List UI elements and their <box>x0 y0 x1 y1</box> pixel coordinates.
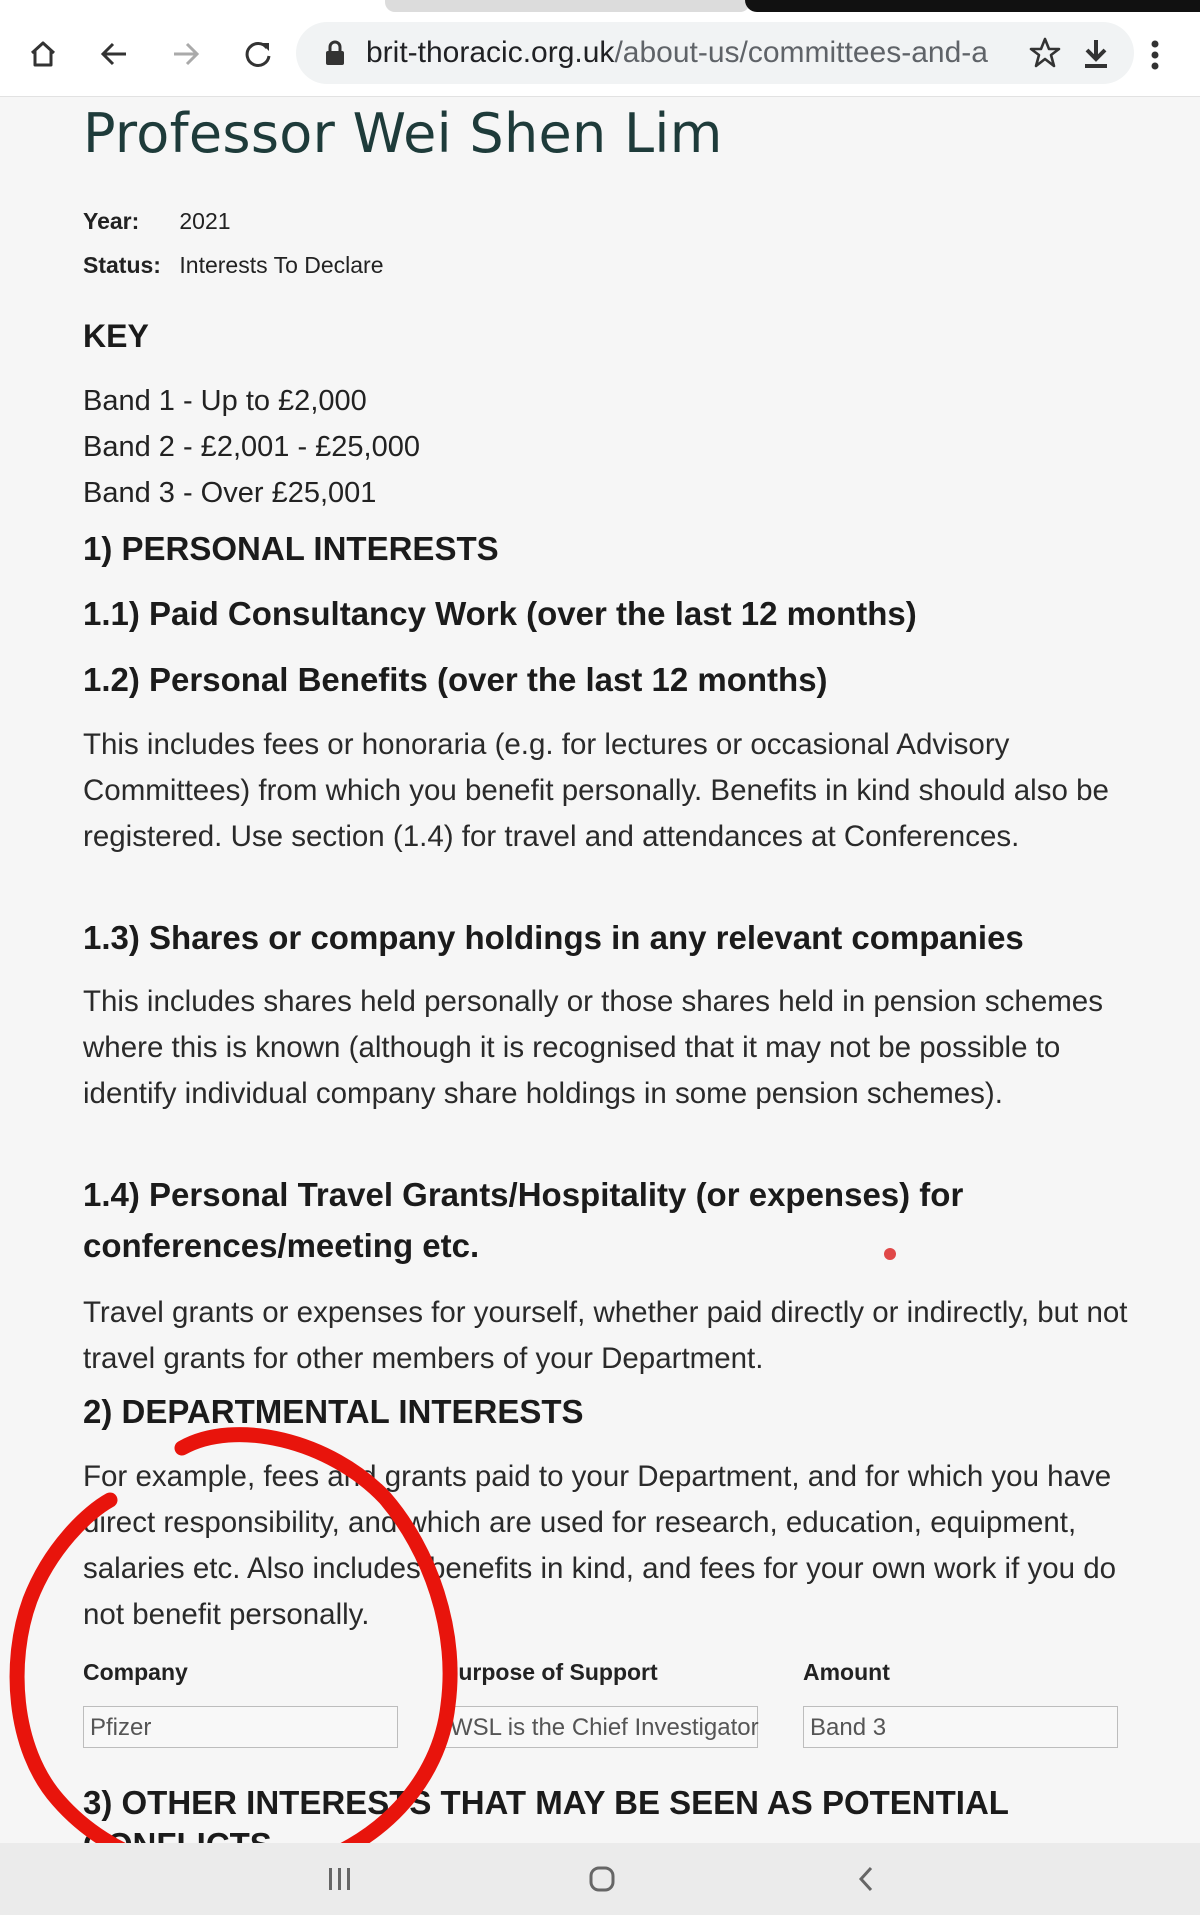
system-nav-bar <box>0 1843 1200 1915</box>
section-1-2-heading: 1.2) Personal Benefits (over the last 12 months) <box>83 661 828 698</box>
company-field[interactable]: Pfizer <box>83 1706 398 1748</box>
purpose-field[interactable]: WSL is the Chief Investigator <box>443 1706 758 1748</box>
star-icon[interactable] <box>1028 36 1062 75</box>
section-other-interests-line1: 3) OTHER INTERESTS THAT MAY BE SEEN AS POTENTIAL <box>83 1784 1009 1821</box>
forward-icon[interactable] <box>160 28 212 80</box>
red-dot-mark <box>884 1248 896 1260</box>
status-label: Status: <box>83 252 161 278</box>
section-1-3-heading: 1.3) Shares or company holdings in any relevant companies <box>83 919 1024 956</box>
section-1-4-heading-line1: 1.4) Personal Travel Grants/Hospitality (or expenses) for <box>83 1176 964 1213</box>
browser-tab[interactable] <box>385 0 750 12</box>
year-value: 2021 <box>179 208 231 234</box>
back-chevron-icon[interactable] <box>836 1859 896 1899</box>
key-heading: KEY <box>83 318 149 354</box>
band-item: Band 3 - Over £25,001 <box>83 477 377 509</box>
section-2-text: For example, fees and grants paid to your Department, and for which you have direct responsibility, and which are used for research, education, equipment, salaries etc. Also includes benefits in kind, and fees for your own work if you do not benefit personally. <box>83 1460 1117 1631</box>
browser-tab-active[interactable] <box>745 0 1200 12</box>
year-row <box>83 208 231 235</box>
home-icon[interactable] <box>17 28 69 80</box>
status-value: Interests To Declare <box>179 252 384 278</box>
section-personal-interests: 1) PERSONAL INTERESTS <box>83 530 499 567</box>
back-icon[interactable] <box>88 28 140 80</box>
year-label: Year: <box>83 208 140 234</box>
section-1-4-text: Travel grants or expenses for yourself, whether paid directly or indirectly, but not travel grants for other members of your Department. <box>83 1296 1128 1375</box>
section-departmental-interests: 2) DEPARTMENTAL INTERESTS <box>83 1393 584 1430</box>
home-circle-icon[interactable] <box>572 1859 632 1899</box>
download-icon[interactable] <box>1082 38 1110 75</box>
browser-toolbar <box>0 12 1200 97</box>
col-header-purpose: Purpose of Support <box>443 1659 658 1685</box>
url-text[interactable]: brit-thoracic.org.uk/about-us/committees-and-a <box>366 36 988 69</box>
recent-apps-icon[interactable] <box>310 1859 370 1899</box>
status-row <box>83 252 384 279</box>
more-icon[interactable] <box>1150 40 1160 75</box>
status-strip <box>0 0 1200 12</box>
address-bar[interactable] <box>296 22 1134 84</box>
section-other-interests-line2 <box>83 1826 272 1844</box>
section-1-2-text: This includes fees or honoraria (e.g. for lectures or occasional Advisory Committees) from which you benefit personally. Benefits in kind should also be registered. Use section (1.4) for travel and attendances at Conferences. <box>83 728 1109 853</box>
page-title: Professor Wei Shen Lim <box>83 102 723 165</box>
col-header-amount: Amount <box>803 1659 890 1685</box>
band-item: Band 2 - £2,001 - £25,000 <box>83 431 420 463</box>
section-1-3-text: This includes shares held personally or those shares held in pension schemes where this is known (although it is recognised that it may not be possible to identify individual company share holdings in some pension schemes). <box>83 985 1103 1110</box>
section-1-1-heading: 1.1) Paid Consultancy Work (over the last 12 months) <box>83 595 917 632</box>
col-header-company: Company <box>83 1659 188 1685</box>
lock-icon <box>324 40 346 71</box>
band-list <box>83 378 420 516</box>
amount-field[interactable]: Band 3 <box>803 1706 1118 1748</box>
reload-icon[interactable] <box>232 28 284 80</box>
section-1-4-heading-line2: conferences/meeting etc. <box>83 1227 480 1264</box>
band-item: Band 1 - Up to £2,000 <box>83 385 367 417</box>
